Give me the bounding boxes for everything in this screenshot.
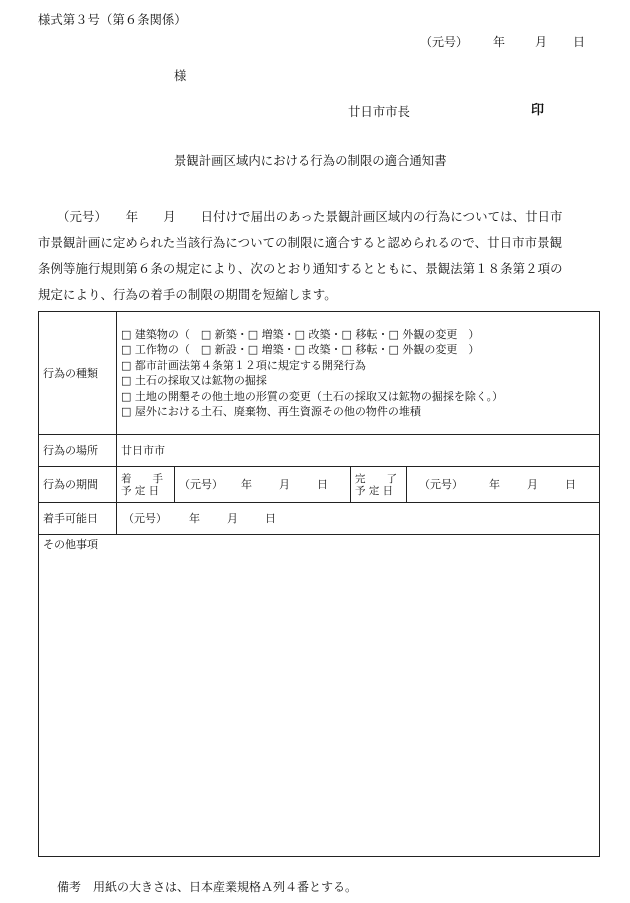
- row-possible-date: [39, 503, 600, 535]
- issue-date-era: （元号）: [420, 35, 469, 49]
- possible-date-month: 月: [227, 512, 238, 525]
- kind-option-building[interactable]: □ 建築物の（ □ 新築・□ 増築・□ 改築・□ 移転・□ 外観の変更 ）: [121, 327, 480, 341]
- body-line-4: 規定により、行為の着手の制限の期間を短縮します。: [38, 287, 337, 302]
- place-value[interactable]: 廿日市市: [117, 435, 600, 467]
- row-other: [39, 535, 600, 857]
- footer-note: 備考 用紙の大きさは、日本産業規格Ａ列４番とする。: [57, 880, 358, 894]
- possible-date-label: 着手可能日: [39, 503, 117, 535]
- start-date-day: 日: [317, 478, 328, 491]
- start-date-label-line1: 着 手: [121, 472, 163, 485]
- place-label: 行為の場所: [39, 435, 117, 467]
- issuer-seal: [531, 104, 544, 117]
- seal-mark: 印: [531, 103, 545, 118]
- addressee-suffix: 様: [174, 68, 187, 83]
- issuer-title: 廿日市市長: [348, 104, 410, 119]
- start-date-month: 月: [279, 478, 290, 491]
- issue-date-year: 年: [493, 35, 506, 49]
- end-date-year: 年: [489, 478, 500, 491]
- row-period: [39, 467, 600, 503]
- start-date-era: （元号）: [179, 478, 223, 491]
- start-date-label-line2: 予 定 日: [121, 484, 160, 497]
- notice-form-table: [38, 311, 600, 857]
- form-number: 様式第３号（第６条関係）: [38, 12, 187, 27]
- kind-option-development[interactable]: □ 都市計画法第４条第１２項に規定する開発行為: [121, 358, 366, 372]
- kind-option-storage[interactable]: □ 屋外における土石、廃棄物、再生資源その他の物件の堆積: [121, 405, 421, 418]
- end-date-label-line1: 完 了: [355, 472, 397, 485]
- issue-date-day: 日: [573, 35, 586, 49]
- end-date-label-line2: 予 定 日: [355, 484, 394, 497]
- possible-date-year: 年: [189, 512, 200, 525]
- end-date-value[interactable]: [407, 467, 600, 503]
- issue-date-month: 月: [535, 35, 548, 49]
- kind-option-structure[interactable]: □ 工作物の（ □ 新設・□ 増築・□ 改築・□ 移転・□ 外観の変更 ）: [121, 343, 480, 356]
- body-line-3: 条例等施行規則第６条の規定により、次のとおり通知するとともに、景観法第１８条第２項の: [38, 261, 563, 276]
- possible-date-value[interactable]: [117, 503, 600, 535]
- body-line-2: 市景観計画に定められた当該行為についての制限に適合すると認められるので、廿日市市景観: [38, 235, 563, 250]
- other-matters[interactable]: [39, 535, 600, 857]
- end-date-month: 月: [527, 478, 538, 491]
- start-date-value[interactable]: [175, 467, 351, 503]
- period-label: 行為の期間: [39, 467, 117, 503]
- document-title: 景観計画区域内における行為の制限の適合通知書: [174, 153, 447, 168]
- kind-label: 行為の種類: [39, 312, 117, 435]
- end-date-era: （元号）: [419, 478, 463, 491]
- row-place: [39, 435, 600, 467]
- row-kind: [39, 312, 600, 435]
- end-date-day: 日: [565, 478, 576, 491]
- other-matters-label: その他事項: [43, 538, 98, 551]
- body-line-1: （元号） 年 月 日付けで届出のあった景観計画区域内の行為については、廿日市: [57, 209, 563, 224]
- end-date-label: [351, 467, 407, 503]
- possible-date-day: 日: [265, 512, 276, 525]
- kind-option-mining[interactable]: □ 土石の採取又は鉱物の掘採: [121, 374, 267, 387]
- kind-options: [117, 312, 600, 435]
- kind-option-land-change[interactable]: □ 土地の開墾その他土地の形質の変更（土石の採取又は鉱物の掘採を除く。）: [121, 389, 504, 403]
- start-date-label: [117, 467, 175, 503]
- possible-date-era: （元号）: [123, 512, 167, 525]
- start-date-year: 年: [241, 478, 252, 491]
- issue-date: [420, 35, 586, 49]
